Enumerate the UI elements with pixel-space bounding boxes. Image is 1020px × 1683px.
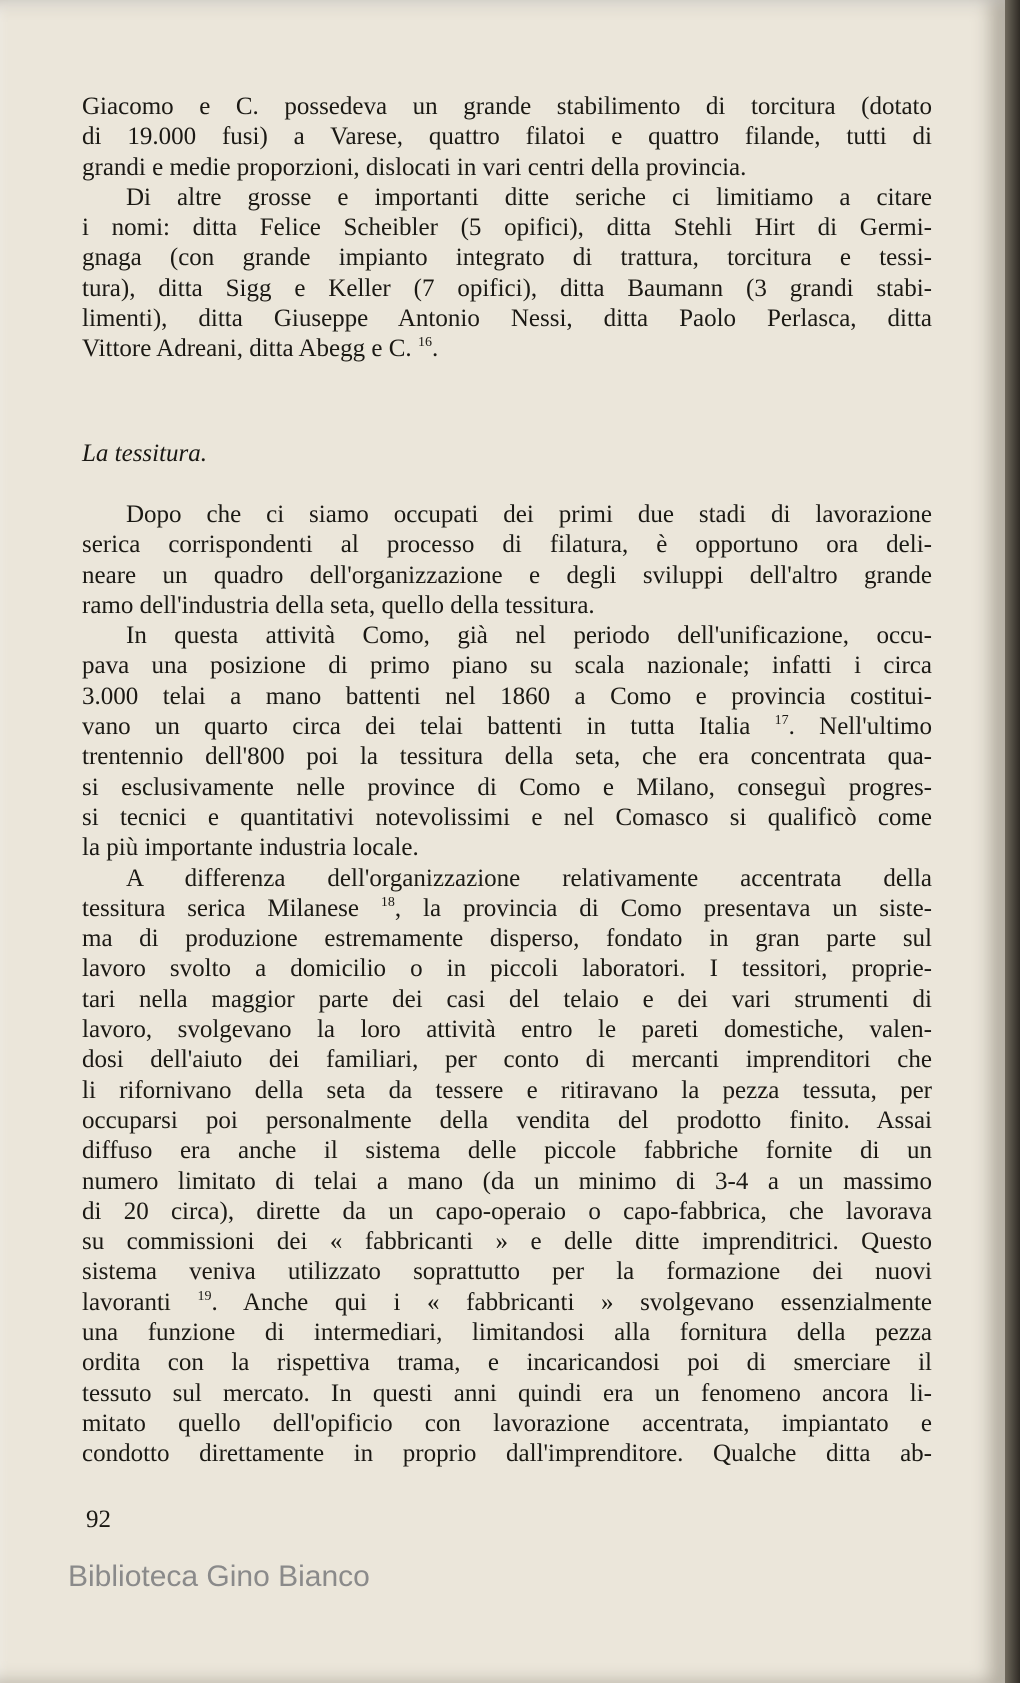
page-edge (1005, 0, 1020, 1683)
text-segment: Vittore Adreani, ditta Abegg e C. (82, 335, 412, 363)
text-line (82, 712, 932, 742)
text-line: ordita con la rispettiva trama, e incaricandosi poi di smerciare il (82, 1349, 932, 1377)
text-line: lavoro svolto a domicilio o in piccoli laboratori. I tessitori, proprie- (82, 955, 932, 983)
text-line: Dopo che ci siamo occupati dei primi due stadi di lavorazione (126, 501, 932, 528)
text-line: serica corrispondenti al processo di filatura, è opportuno ora deli- (82, 531, 932, 559)
text-line: occuparsi poi personalmente della vendita del prodotto finito. Assai (82, 1106, 932, 1134)
text-segment: vano un quarto circa dei telai battenti in tutta Italia (82, 713, 751, 741)
text-line: Di altre grosse e importanti ditte seriche ci limitiamo a citare (126, 183, 932, 211)
library-watermark: Biblioteca Gino Bianco (68, 1560, 370, 1593)
text-line: lavoro, svolgevano la loro attività entro le pareti domestiche, valen- (82, 1016, 932, 1044)
text-segment: . Nell'ultimo (788, 713, 932, 741)
text-segment: . (431, 335, 439, 363)
text-segment: , la provincia di Como presentava un siste- (394, 894, 932, 922)
text-line: numero limitato di telai a mano (da un minimo di 3-4 a un massimo (82, 1167, 932, 1195)
text-line: tari nella maggior parte dei casi del telaio e dei vari strumenti di (82, 985, 932, 1013)
text-line: pava una posizione di primo piano su scala nazionale; infatti i circa (82, 652, 932, 680)
text-line: ma di produzione estremamente disperso, fondato in gran parte sul (82, 925, 932, 953)
text-line: tura), ditta Sigg e Keller (7 opifici), ditta Baumann (3 grandi stabi- (82, 274, 932, 302)
text-line: neare un quadro dell'organizzazione e degli sviluppi dell'altro grande (82, 561, 932, 589)
text-line (82, 334, 932, 364)
text-line: diffuso era anche il sistema delle piccole fabbriche fornite di un (82, 1137, 932, 1165)
text-line: di 20 circa), dirette da un capo-operaio o capo-fabbrica, che lavorava (82, 1197, 932, 1225)
text-segment: lavoranti (82, 1288, 171, 1316)
text-line: dosi dell'aiuto dei familiari, per conto di mercanti imprenditori che (82, 1046, 932, 1074)
text-line: i nomi: ditta Felice Scheibler (5 opifici), ditta Stehli Hirt di Germi- (82, 214, 932, 242)
text-line: di 19.000 fusi) a Varese, quattro filatoi e quattro filande, tutti di (82, 123, 932, 151)
text-line: una funzione di intermediari, limitandosi alla fornitura della pezza (82, 1319, 932, 1347)
text-segment: tessitura serica Milanese (82, 894, 360, 922)
text-line: gnaga (con grande impianto integrato di trattura, torcitura e tessi- (82, 244, 932, 272)
text-block-main (82, 500, 932, 1470)
text-line: tessuto sul mercato. In questi anni quindi era un fenomeno ancora li- (82, 1379, 932, 1407)
section-heading: La tessitura. (82, 440, 208, 467)
footnote-ref: 16 (417, 335, 432, 351)
footnote-ref: 17 (774, 713, 789, 729)
text-line: si esclusivamente nelle province di Como e Milano, conseguì progres- (82, 773, 932, 801)
text-line: limenti), ditta Giuseppe Antonio Nessi, ditta Paolo Perlasca, ditta (82, 305, 932, 333)
text-line: grandi e medie proporzioni, dislocati in vari centri della provincia. (82, 153, 747, 181)
text-line: A differenza dell'organizzazione relativamente accentrata della (126, 864, 932, 892)
text-line: In questa attività Como, già nel periodo dell'unificazione, occu- (126, 622, 932, 650)
page-number: 92 (86, 1506, 111, 1533)
text-line: la più importante industria locale. (82, 834, 419, 862)
text-line: sistema veniva utilizzato soprattutto per la formazione dei nuovi (82, 1258, 932, 1286)
text-line: condotto direttamente in proprio dall'imprenditore. Qualche ditta ab- (82, 1440, 932, 1468)
text-segment: . Anche qui i « fabbricanti » svolgevano essenzialmente (211, 1288, 932, 1316)
text-line: mitato quello dell'opificio con lavorazione accentrata, impiantato e (82, 1409, 932, 1437)
text-line: 3.000 telai a mano battenti nel 1860 a Como e provincia costitui- (82, 682, 932, 710)
text-line: li rifornivano della seta da tessere e ritiravano la pezza tessuta, per (82, 1076, 932, 1104)
text-line: ramo dell'industria della seta, quello della tessitura. (82, 591, 595, 619)
footnote-ref: 19 (197, 1288, 212, 1304)
text-block-top (82, 92, 932, 365)
text-line: su commissioni dei « fabbricanti » e delle ditte imprenditrici. Questo (82, 1228, 932, 1256)
text-line: si tecnici e quantitativi notevolissimi e nel Comasco si qualificò come (82, 803, 932, 831)
footnote-ref: 18 (380, 894, 395, 910)
text-line (82, 894, 932, 924)
text-line: trentennio dell'800 poi la tessitura della seta, che era concentrata qua- (82, 743, 932, 771)
text-line (82, 1288, 932, 1318)
text-line: Giacomo e C. possedeva un grande stabilimento di torcitura (dotato (82, 93, 932, 120)
